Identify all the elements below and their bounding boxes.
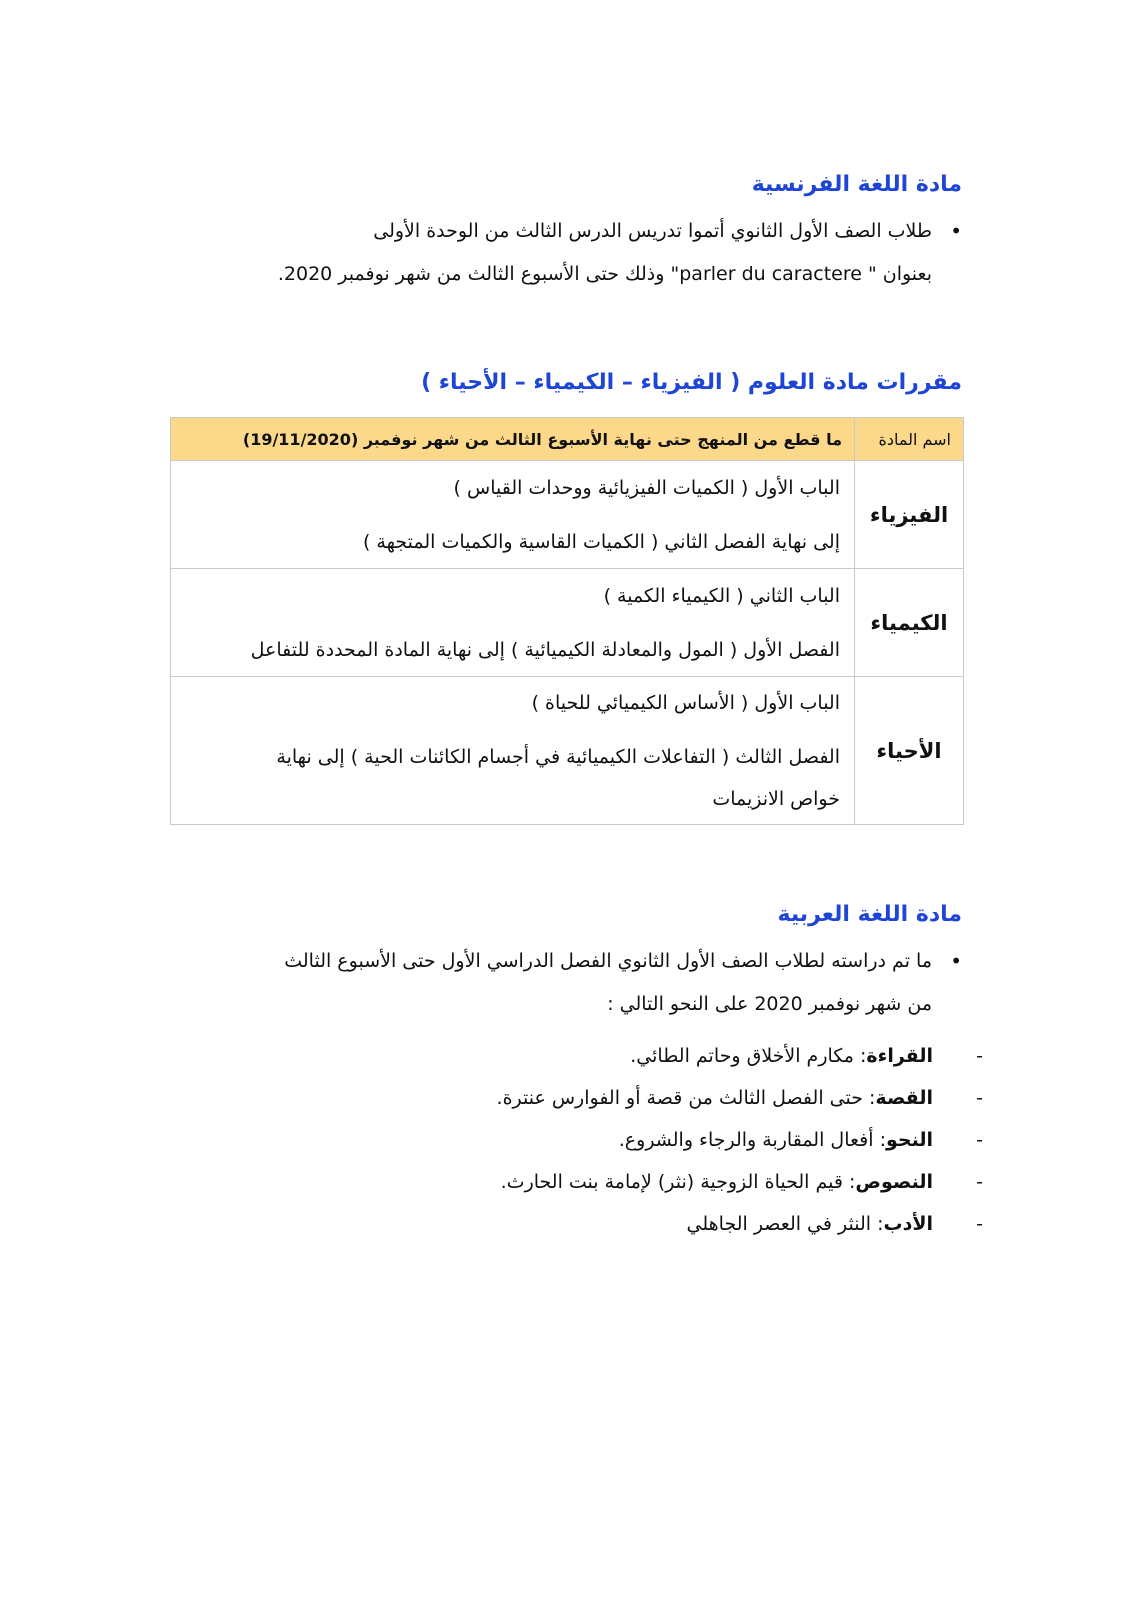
dash-marker: -	[976, 1045, 983, 1067]
french-bullet-line2: بعنوان " parler du caractere" وذلك حتى الأسبوع الثالث من شهر نوفمبر 2020.	[277, 263, 932, 285]
dash-marker: -	[976, 1087, 983, 1109]
list-item	[497, 1119, 983, 1161]
french-heading: مادة اللغة الفرنسية	[751, 172, 962, 197]
content-line: الفصل الثالث ( التفاعلات الكيميائية في أجسام الكائنات الحية ) إلى نهاية	[276, 745, 840, 768]
item-text: : النثر في العصر الجاهلي	[686, 1213, 884, 1235]
item-text: : أفعال المقاربة والرجاء والشروع.	[618, 1129, 886, 1151]
bullet-icon: •	[950, 219, 962, 243]
list-item	[496, 1077, 983, 1119]
list-item	[497, 1161, 983, 1203]
subject-cell: الأحياء	[855, 677, 964, 825]
item-label: القراءة	[866, 1045, 933, 1067]
table-row-physics	[171, 461, 964, 569]
item-label: الأدب	[883, 1213, 933, 1235]
table-header-row	[171, 418, 964, 461]
arabic-topics-list	[496, 1035, 983, 1245]
content-line: الباب الأول ( الكميات الفيزيائية ووحدات القياس )	[453, 476, 840, 499]
item-text: : قيم الحياة الزوجية (نثر) لإمامة بنت الحارث.	[500, 1171, 856, 1193]
content-line: إلى نهاية الفصل الثاني ( الكميات القاسية والكميات المتجهة )	[362, 530, 840, 553]
content-line: الباب الأول ( الأساس الكيميائي للحياة )	[531, 691, 840, 714]
content-line: الفصل الأول ( المول والمعادلة الكيميائية ) إلى نهاية المادة المحددة للتفاعل	[250, 638, 840, 661]
list-item	[497, 1035, 983, 1077]
content-cell	[171, 677, 855, 825]
item-text: : حتى الفصل الثالث من قصة أو الفوارس عنترة.	[496, 1087, 876, 1109]
arabic-bullet-line1: ما تم دراسته لطلاب الصف الأول الثانوي الفصل الدراسي الأول حتى الأسبوع الثالث	[284, 950, 932, 972]
science-heading: مقررات مادة العلوم ( الفيزياء – الكيمياء – الأحياء )	[421, 370, 962, 395]
arabic-bullet	[284, 940, 962, 1026]
table-row-chemistry	[171, 569, 964, 677]
column-header-subject: اسم المادة	[855, 418, 964, 461]
arabic-bullet-line2: من شهر نوفمبر 2020 على النحو التالي :	[607, 993, 932, 1015]
item-label: النصوص	[855, 1171, 933, 1193]
table-row-biology	[171, 677, 964, 825]
bullet-icon: •	[950, 949, 962, 973]
subject-cell: الكيمياء	[855, 569, 964, 677]
dash-marker: -	[976, 1129, 983, 1151]
content-cell	[171, 461, 855, 569]
dash-marker: -	[976, 1213, 983, 1235]
arabic-heading: مادة اللغة العربية	[777, 902, 962, 927]
content-line: الباب الثاني ( الكيمياء الكمية )	[603, 584, 840, 607]
column-header-content: ما قطع من المنهج حتى نهاية الأسبوع الثالث من شهر نوفمبر (19/11/2020)	[171, 418, 855, 461]
content-cell	[171, 569, 855, 677]
item-label: النحو	[885, 1129, 933, 1151]
item-text: : مكارم الأخلاق وحاتم الطائي.	[630, 1045, 867, 1067]
dash-marker: -	[976, 1171, 983, 1193]
subject-cell: الفيزياء	[855, 461, 964, 569]
french-bullet-line1: طلاب الصف الأول الثانوي أتموا تدريس الدرس الثالث من الوحدة الأولى	[373, 220, 932, 242]
french-bullet	[277, 210, 962, 296]
list-item	[497, 1203, 983, 1245]
science-courses-table	[170, 417, 964, 825]
item-label: القصة	[875, 1087, 933, 1109]
content-line: خواص الانزيمات	[712, 787, 840, 810]
